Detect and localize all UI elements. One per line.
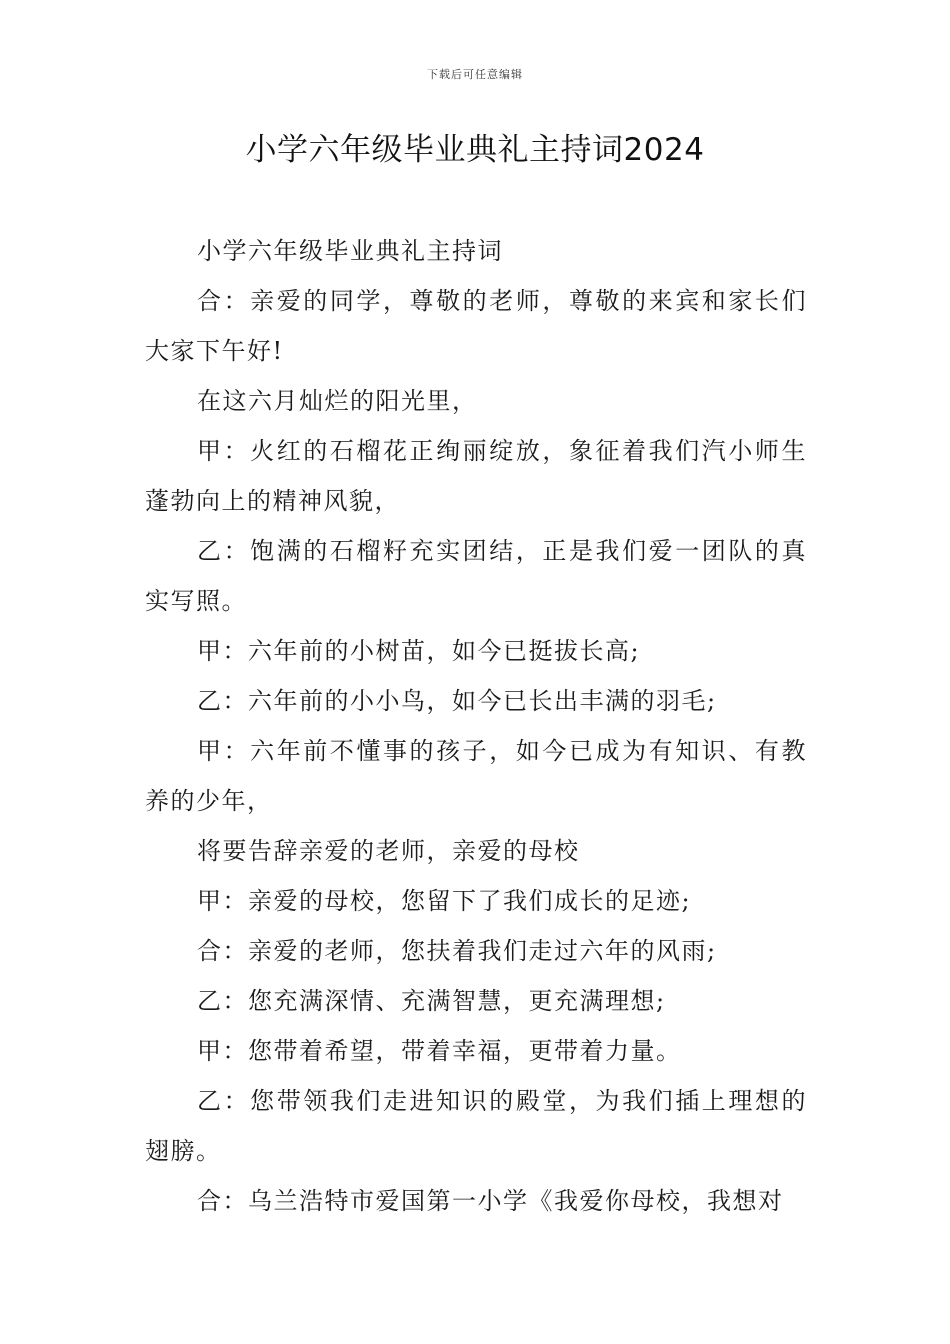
paragraph: 合：亲爱的同学，尊敬的老师，尊敬的来宾和家长们大家下午好! (145, 287, 807, 365)
paragraph: 合：乌兰浩特市爱国第一小学《我爱你母校，我想对 (197, 1187, 784, 1215)
paragraph: 小学六年级毕业典礼主持词 (197, 237, 503, 265)
document-body (145, 226, 807, 1226)
paragraph: 乙：您带领我们走进知识的殿堂，为我们插上理想的翅膀。 (145, 1087, 807, 1165)
paragraph: 甲：六年前的小树苗，如今已挺拔长高; (197, 637, 641, 665)
document-title: 小学六年级毕业典礼主持词2024 (245, 132, 705, 168)
paragraph: 甲：您带着希望，带着幸福，更带着力量。 (197, 1037, 682, 1065)
header-note: 下载后可任意编辑 (427, 68, 523, 81)
paragraph: 乙：您充满深情、充满智慧，更充满理想; (197, 987, 666, 1015)
paragraph: 甲：六年前不懂事的孩子，如今已成为有知识、有教养的少年， (145, 737, 807, 815)
paragraph: 甲：火红的石榴花正绚丽绽放，象征着我们汽小师生蓬勃向上的精神风貌， (145, 437, 807, 515)
paragraph: 将要告辞亲爱的老师，亲爱的母校 (197, 837, 580, 865)
paragraph: 乙：六年前的小小鸟，如今已长出丰满的羽毛; (197, 687, 717, 715)
paragraph: 合：亲爱的老师，您扶着我们走过六年的风雨; (197, 937, 717, 965)
paragraph: 甲：亲爱的母校，您留下了我们成长的足迹; (197, 887, 692, 915)
paragraph: 在这六月灿烂的阳光里， (197, 387, 478, 415)
paragraph: 乙：饱满的石榴籽充实团结，正是我们爱一团队的真实写照。 (145, 537, 807, 615)
